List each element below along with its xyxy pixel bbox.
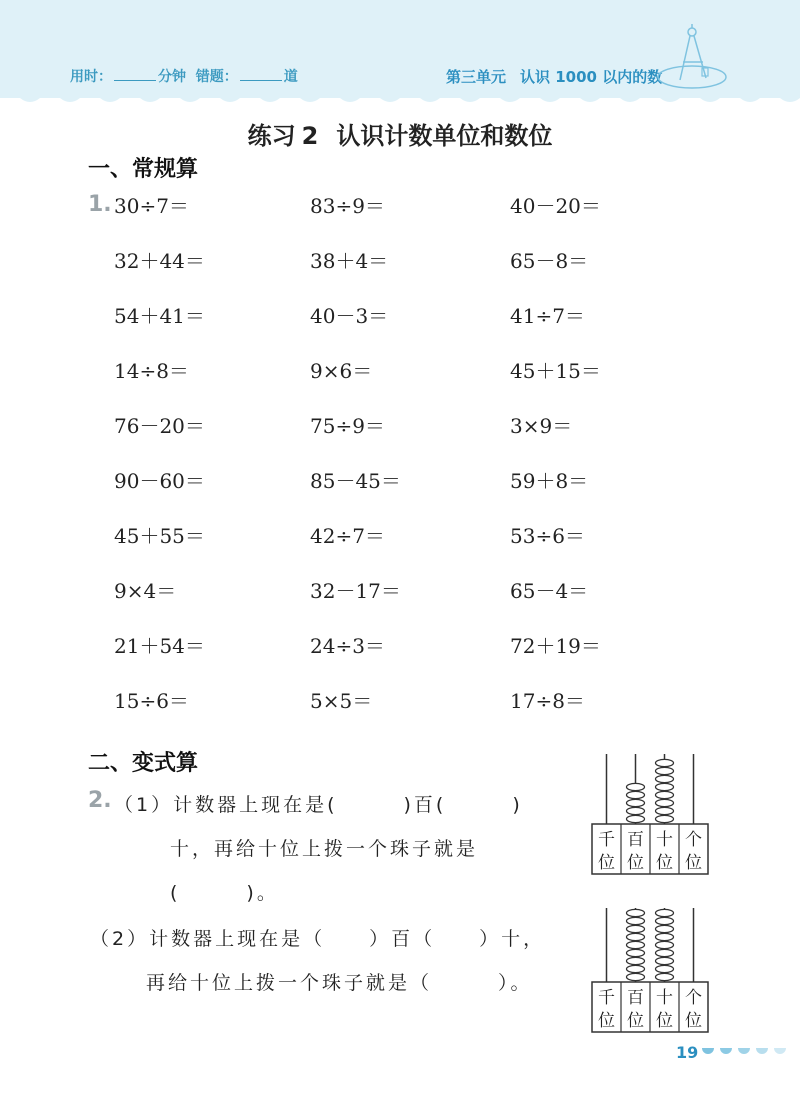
equation-col2-7: 42÷7＝ — [310, 524, 385, 548]
section1-heading: 一、常规算 — [88, 157, 199, 182]
equation-col2-4: 9×6＝ — [310, 359, 373, 383]
equation-col3-6: 59＋8＝ — [510, 469, 589, 493]
abacus-label-top: 十 — [656, 830, 673, 850]
abacus-label-bottom: 位 — [656, 853, 673, 873]
equation-col2-8: 32－17＝ — [310, 579, 401, 603]
abacus-bead — [656, 799, 674, 806]
time-errors-record — [70, 66, 298, 86]
abacus-bead — [627, 957, 645, 964]
unit-info — [446, 66, 676, 87]
abacus-label-bottom: 位 — [627, 853, 644, 873]
minutes-label: 分钟 — [158, 69, 186, 85]
q2-part1-line1: （1）计数器上现在是( )百( ) — [114, 794, 523, 816]
title-number: 2 — [301, 122, 319, 150]
abacus-label-bottom: 位 — [598, 1011, 615, 1031]
abacus-bead — [627, 799, 645, 806]
question2-number: 2. — [88, 788, 112, 813]
equation-col2-6: 85－45＝ — [310, 469, 401, 493]
abacus-bead — [627, 925, 645, 932]
abacus-bead — [656, 815, 674, 822]
abacus-bead — [656, 767, 674, 774]
abacus-bead — [627, 909, 645, 916]
equation-col1-5: 76－20＝ — [114, 414, 205, 438]
decor-dot — [774, 1048, 786, 1054]
page-number: 19 — [676, 1043, 699, 1062]
abacus-bead — [656, 783, 674, 790]
abacus-label-top: 千 — [598, 830, 615, 850]
decor-dot — [756, 1048, 768, 1054]
q2-part2-line2: 再给十位上拨一个珠子就是（ ）。 — [146, 972, 533, 994]
abacus-bead — [656, 933, 674, 940]
abacus-bead — [656, 759, 674, 766]
abacus-label-bottom: 位 — [685, 1011, 702, 1031]
equation-col3-2: 65－8＝ — [510, 249, 589, 273]
equation-col2-10: 5×5＝ — [310, 689, 373, 713]
time-label: 用时： — [70, 69, 112, 85]
abacus-bead — [656, 791, 674, 798]
page-title — [0, 116, 800, 151]
equation-col2-5: 75÷9＝ — [310, 414, 385, 438]
abacus-label-bottom: 位 — [656, 1011, 673, 1031]
abacus-bead — [627, 973, 645, 980]
abacus-bead — [627, 783, 645, 790]
abacus-bead — [656, 949, 674, 956]
abacus-bead — [656, 957, 674, 964]
abacus-label-top: 百 — [627, 988, 644, 1008]
abacus-label-top: 十 — [656, 988, 673, 1008]
equation-col2-9: 24÷3＝ — [310, 634, 385, 658]
abacus-label-bottom: 位 — [685, 853, 702, 873]
abacus-bead — [656, 917, 674, 924]
decor-dot — [702, 1048, 714, 1054]
abacus-bead — [656, 973, 674, 980]
unit-title: 认识 1000 以内的数 — [520, 68, 663, 86]
abacus-bead — [656, 775, 674, 782]
abacus-bead — [656, 909, 674, 916]
errors-blank[interactable] — [240, 68, 282, 81]
abacus-bead — [627, 941, 645, 948]
abacus-bead — [656, 965, 674, 972]
abacus-bead — [627, 949, 645, 956]
abacus-bead — [627, 815, 645, 822]
q2-part2-line1: （2）计数器上现在是（ ）百（ ）十， — [90, 928, 546, 950]
q2-part1-line3: ( )。 — [170, 882, 279, 904]
equation-col3-4: 45＋15＝ — [510, 359, 601, 383]
unit-label: 第三单元 — [446, 68, 507, 86]
equation-col3-10: 17÷8＝ — [510, 689, 585, 713]
abacus-label-top: 百 — [627, 830, 644, 850]
abacus-bead — [656, 807, 674, 814]
abacus-counter-1 — [590, 752, 712, 876]
equation-col2-3: 40－3＝ — [310, 304, 389, 328]
abacus-bead — [627, 807, 645, 814]
equation-col1-10: 15÷6＝ — [114, 689, 189, 713]
abacus-label-bottom: 位 — [598, 853, 615, 873]
equation-col1-1: 30÷7＝ — [114, 194, 189, 218]
equation-col3-5: 3×9＝ — [510, 414, 573, 438]
page-decoration-dots — [700, 1046, 790, 1060]
decor-dot — [720, 1048, 732, 1054]
abacus-label-bottom: 位 — [627, 1011, 644, 1031]
errors-label: 错题： — [195, 69, 238, 85]
abacus-bead — [627, 917, 645, 924]
abacus-bead — [627, 791, 645, 798]
title-text: 认识计数单位和数位 — [336, 122, 553, 150]
abacus-counter-2 — [590, 906, 712, 1034]
question1-number: 1. — [88, 192, 112, 217]
equation-col1-2: 32＋44＝ — [114, 249, 205, 273]
equation-col1-8: 9×4＝ — [114, 579, 177, 603]
equation-col1-4: 14÷8＝ — [114, 359, 189, 383]
equation-col1-7: 45＋55＝ — [114, 524, 205, 548]
questions-label: 道 — [283, 69, 298, 85]
equation-col1-3: 54＋41＝ — [114, 304, 205, 328]
equation-col2-1: 83÷9＝ — [310, 194, 385, 218]
equation-col1-6: 90－60＝ — [114, 469, 205, 493]
title-prefix: 练习 — [247, 122, 296, 150]
equation-col3-9: 72＋19＝ — [510, 634, 601, 658]
abacus-bead — [656, 925, 674, 932]
compass-icon — [652, 22, 732, 92]
abacus-bead — [627, 933, 645, 940]
equation-col3-7: 53÷6＝ — [510, 524, 585, 548]
equation-col2-2: 38＋4＝ — [310, 249, 389, 273]
abacus-label-top: 千 — [598, 988, 615, 1008]
abacus-label-top: 个 — [685, 988, 702, 1008]
equation-col3-8: 65－4＝ — [510, 579, 589, 603]
equation-col1-9: 21＋54＝ — [114, 634, 205, 658]
time-blank[interactable] — [114, 68, 156, 81]
equation-col3-1: 40－20＝ — [510, 194, 601, 218]
decor-dot — [738, 1048, 750, 1054]
abacus-bead — [627, 965, 645, 972]
equation-col3-3: 41÷7＝ — [510, 304, 585, 328]
section2-heading: 二、变式算 — [88, 751, 199, 776]
abacus-bead — [656, 941, 674, 948]
q2-part1-line2: 十，再给十位上拨一个珠子就是 — [170, 838, 479, 860]
abacus-label-top: 个 — [685, 830, 702, 850]
